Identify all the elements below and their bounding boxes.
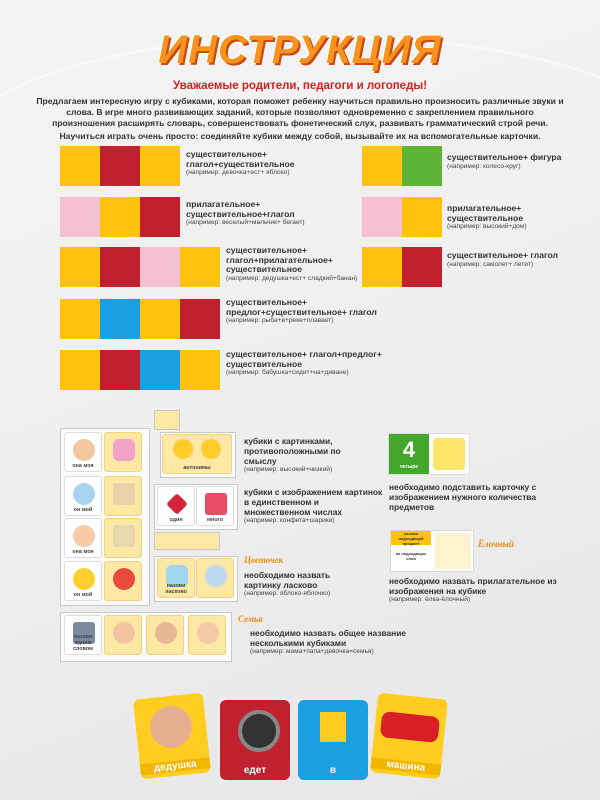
cube-pink [362, 197, 402, 237]
cube-blue [100, 299, 140, 339]
family-script: Семья [238, 614, 263, 624]
cube-red [100, 350, 140, 390]
combo-example: (например: рыба+в+реке+плавает) [226, 317, 334, 325]
task-title: необходимо назвать прилагательное из изображения на кубике [389, 576, 557, 596]
counting-card [388, 433, 470, 475]
tile-label: она моя [72, 463, 94, 469]
cube-red [140, 197, 180, 237]
pencils-tile [104, 518, 142, 558]
combo-example: (например: бабушка+сидит+на+диване) [226, 369, 349, 377]
task-example: (например: высокий+низкий) [244, 466, 333, 473]
cube-pink [60, 197, 100, 237]
combo-row-1 [60, 146, 180, 186]
combo-row-right-3 [362, 247, 442, 287]
combo-label-right-1 [447, 153, 567, 171]
daughter-icon [197, 622, 219, 644]
girl-icon [73, 439, 95, 461]
cube-red [100, 247, 140, 287]
cube-yellow [180, 247, 220, 287]
happy-face-icon [173, 439, 193, 459]
cube-red [180, 299, 220, 339]
apple-tile [104, 561, 142, 601]
combo-title: прилагательное+ существительное+глагол [186, 199, 295, 219]
adjective-card [390, 530, 474, 572]
combo-example: (например: дедушка+ест+ сладкий+банан) [226, 274, 358, 282]
cube-caption: машина [370, 757, 441, 775]
mother-icon [113, 622, 135, 644]
cube-red [100, 146, 140, 186]
mini-card [154, 410, 180, 430]
combo-example: (например: веселый+мальчик+ бегает) [186, 219, 305, 227]
pencils-icon [113, 525, 135, 547]
tile-label: много [206, 517, 223, 523]
combo-example: (например: девочка+ест+ яблоко) [186, 169, 290, 177]
task-title: кубики с картинками, противоположными по смыслу [244, 436, 341, 466]
flower-tile [196, 558, 234, 598]
combo-label-3 [226, 246, 376, 283]
cube-caption: дедушка [140, 757, 211, 775]
adjective-top: назови подходящий предмет [391, 531, 431, 545]
adjective-bottom: из подходящих слов [395, 551, 427, 561]
flowers-icon [433, 438, 465, 470]
task-example: (например: мама+папа+девочка=семья) [250, 648, 374, 655]
antonyms-tile [162, 434, 232, 474]
combo-row-2 [60, 197, 180, 237]
plural-label [244, 487, 384, 525]
cube-yellow [60, 146, 100, 186]
boy-tile [64, 476, 102, 516]
cube-caption: едет [243, 765, 267, 776]
sad-face-icon [201, 439, 221, 459]
page-subtitle: Уважаемые родители, педагоги и логопеды! [172, 80, 428, 92]
combo-example: (например: самолет+ летит) [447, 260, 534, 268]
page-title: ИНСТРУКЦИЯ [158, 28, 442, 72]
cube-yellow [140, 146, 180, 186]
intro-text: Предлагаем интересную игру с кубиками, которая поможет ребенку научиться правильно произносить различные звуки и слова. В игре много развивающих заданий, которые позволяют одновременно с закреплением правильного произношения расширять словарь, совершенствовать фонетический слух, развивать грамматический строй речи. [36, 96, 564, 128]
antonyms-label [244, 436, 364, 474]
heart-icon [166, 493, 188, 515]
task-example: (например: ёлка-ёлочный) [389, 596, 471, 603]
kids-tile [64, 518, 102, 558]
tile-label: антонимы [183, 465, 211, 471]
cube-yellow [180, 350, 220, 390]
combo-label-2 [186, 200, 336, 227]
cube-caption: в [329, 765, 337, 776]
task-title: необходимо назвать картинку ласково [244, 570, 331, 590]
girl2-tile [188, 615, 226, 655]
father-tile [146, 615, 184, 655]
task-title: необходимо назвать общее название несколькими кубиками [250, 628, 407, 648]
cube-in [298, 700, 368, 780]
combo-example: (например: колесо-круг) [447, 162, 521, 170]
flower-icon [205, 565, 227, 587]
task-title: необходимо подставить карточку с изображением нужного количества предметов [389, 482, 537, 512]
affection-script: Цветочек [244, 555, 284, 565]
family-word-tile [64, 615, 102, 655]
cube-yellow [402, 197, 442, 237]
tile-label: назови одним словом [72, 634, 94, 652]
combo-label-1 [186, 150, 336, 177]
combo-title: прилагательное+ существительное [447, 203, 523, 223]
plural-one-tile [157, 486, 195, 526]
candy-icon [113, 439, 135, 461]
cube-yellow [362, 146, 402, 186]
combo-example: (например: высокий+дом) [447, 223, 527, 231]
cube-pink [140, 247, 180, 287]
tile-label: он мой [73, 507, 93, 513]
cube-red [402, 247, 442, 287]
combo-label-right-2 [447, 204, 567, 231]
task-example: (например: конфета+шарики) [244, 517, 335, 524]
person-icon [320, 712, 346, 742]
tile-label: один [169, 517, 183, 523]
number-block: 4 [389, 434, 429, 474]
tree-icon [435, 533, 471, 569]
girl-tile [64, 432, 102, 472]
combo-label-right-3 [447, 251, 567, 269]
combo-row-right-2 [362, 197, 442, 237]
task-title: кубики с изображением картинок в единственном и множественном числах [244, 487, 383, 517]
tile-label: назови ласково [165, 583, 187, 595]
intro-text-2: Научиться играть очень просто: соединяйте кубики между собой, вызывайте их на вспомогательные карточки. [59, 131, 541, 141]
combo-row-right-1 [362, 146, 442, 186]
sun-icon [73, 568, 95, 590]
kids-icon [73, 525, 95, 547]
candy-tile [104, 432, 142, 472]
combo-row-3 [60, 247, 220, 287]
wheel-icon [238, 710, 280, 752]
cube-yellow [60, 299, 100, 339]
cube-yellow [60, 247, 100, 287]
combo-label-4 [226, 298, 386, 325]
combo-title: существительное+ глагол [447, 250, 558, 260]
hearts-icon [205, 493, 227, 515]
house-icon [113, 483, 135, 505]
car-icon [380, 711, 440, 743]
combo-title: существительное+ глагол+предлог+ существительное [226, 349, 382, 369]
counting-label [389, 482, 569, 512]
mini-strip [154, 532, 220, 550]
cube-yellow [140, 299, 180, 339]
combo-title: существительное+ глагол+прилагательное+ существительное [226, 245, 333, 275]
family-label [250, 628, 450, 656]
sun-tile [64, 561, 102, 601]
number-word: четыре [399, 464, 419, 470]
cube-blue [140, 350, 180, 390]
apple-icon [113, 568, 135, 590]
cube-yellow [60, 350, 100, 390]
combo-row-5 [60, 350, 220, 390]
cube-drives [220, 700, 290, 780]
mother-tile [104, 615, 142, 655]
boy-icon [73, 483, 95, 505]
cube-car [370, 693, 448, 780]
tile-label: он мой [73, 592, 93, 598]
combo-row-4 [60, 299, 220, 339]
cube-grandfather [133, 693, 211, 780]
cube-green [402, 146, 442, 186]
plural-many-tile [196, 486, 234, 526]
adjective-script: Ёлочный [478, 539, 514, 549]
cube-yellow [362, 247, 402, 287]
house-tile [104, 476, 142, 516]
combo-title: существительное+ фигура [447, 152, 562, 162]
grandfather-icon [148, 704, 194, 750]
affection-label [244, 570, 364, 598]
task-example: (например: яблоко-яблочко) [244, 590, 331, 597]
adjective-label [389, 576, 579, 604]
tile-label: она моя [72, 549, 94, 555]
combo-title: существительное+ предлог+существительное+ глагол [226, 297, 377, 317]
cube-yellow [100, 197, 140, 237]
father-icon [155, 622, 177, 644]
affection-tile [157, 558, 195, 598]
combo-label-5 [226, 350, 386, 377]
combo-title: существительное+ глагол+существительное [186, 149, 295, 169]
